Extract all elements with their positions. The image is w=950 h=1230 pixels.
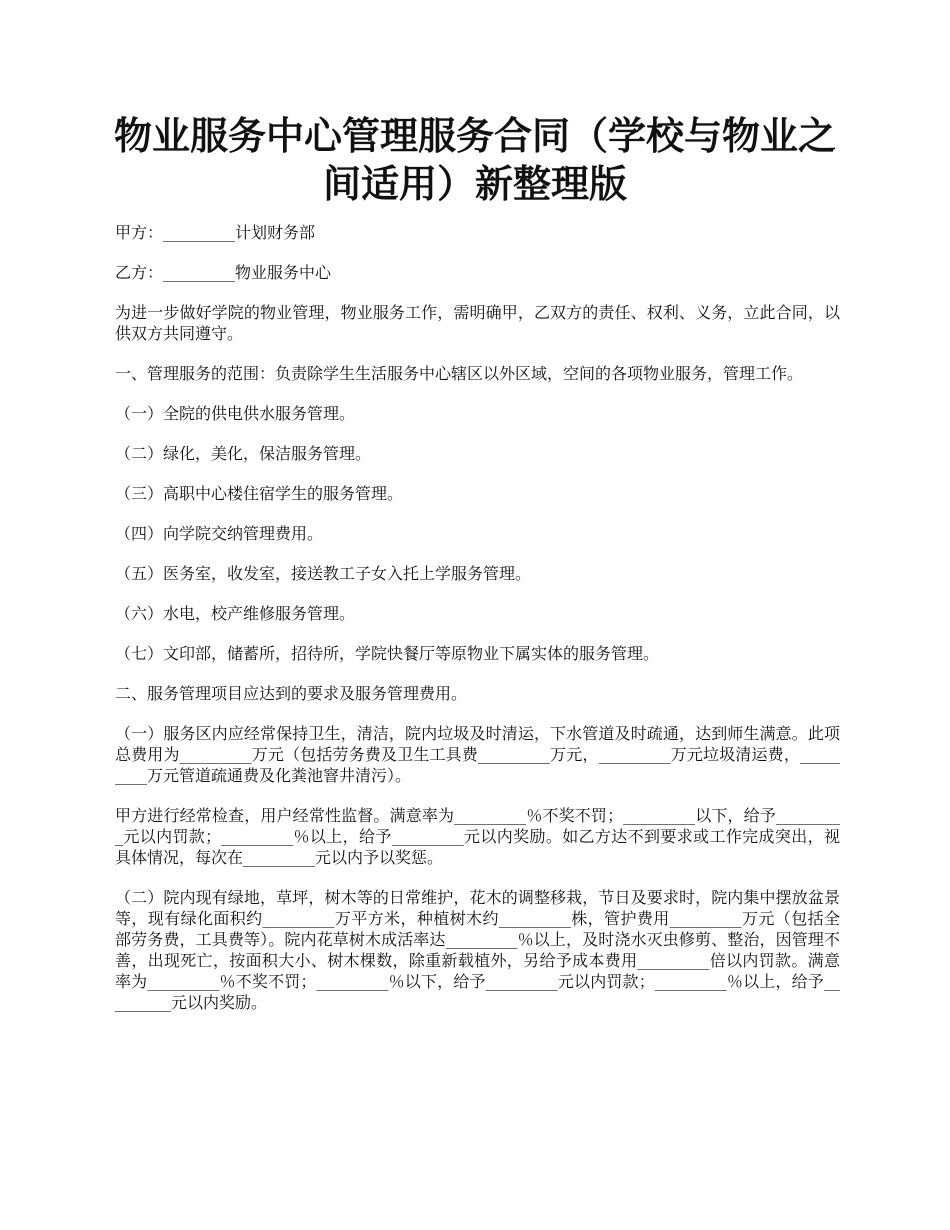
scope-item-6: （六）水电，校产维修服务管理。	[115, 604, 356, 623]
document-body	[115, 222, 840, 1032]
party-b-line: 乙方：_________物业服务中心	[115, 263, 332, 282]
scope-item-5: （五）医务室，收发室，接送教工子女入托上学服务管理。	[115, 564, 532, 583]
scope-item-2: （二）绿化，美化，保洁服务管理。	[115, 444, 372, 463]
preamble-paragraph: 为进一步做好学院的物业管理，物业服务工作，需明确甲，乙双方的责任、权利、义务，立此合同，以供双方共同遵守。	[115, 303, 840, 343]
requirement-item-1: （一）服务区内应经常保持卫生，清洁，院内垃圾及时清运，下水管道及时疏通，达到师生满意。此项总费用为_________万元（包括劳务费及卫生工具费_________万元，_________万元垃圾清运费，_________万元管道疏通费及化粪池窨井清污）。	[115, 724, 840, 785]
party-a-line: 甲方：_________计划财务部	[115, 223, 316, 242]
inspection-paragraph: 甲方进行经常检查，用户经常性监督。满意率为_________％不奖不罚；_________以下，给予_________元以内罚款；_________％以上，给予_________元以内奖励。如乙方达不到要求或工作完成突出，视具体情况，每次在_________元以内予以奖惩。	[115, 806, 840, 867]
section-requirements-heading: 二、服务管理项目应达到的要求及服务管理费用。	[115, 684, 468, 703]
requirement-item-2: （二）院内现有绿地，草坪，树木等的日常维护，花木的调整移栽，节日及要求时，院内集中摆放盆景等，现有绿化面积约_________万平方米，种植树木约_________株，管护费用_________万元（包括全部劳务费，工具费等）。院内花草树木成活率达_________％以上，及时浇水灭虫修剪、整治，因管理不善，出现死亡，按面积大小、树木棵数，除重新载植外，另给予成本费用_________倍以内罚款。满意率为_________％不奖不罚；_________％以下，给予_________元以内罚款；_________％以上，给予_________元以内奖励。	[115, 888, 840, 1012]
scope-item-7: （七）文印部，储蓄所，招待所，学院快餐厅等原物业下属实体的服务管理。	[115, 644, 660, 663]
scope-item-3: （三）高职中心楼住宿学生的服务管理。	[115, 484, 404, 503]
section-scope-heading: 一、管理服务的范围：负责除学生生活服务中心辖区以外区域，空间的各项物业服务，管理工作。	[115, 364, 804, 383]
page-title: 物业服务中心管理服务合同（学校与物业之间适用）新整理版	[113, 113, 836, 206]
scope-item-1: （一）全院的供电供水服务管理。	[115, 404, 356, 423]
scope-item-4: （四）向学院交纳管理费用。	[115, 524, 324, 543]
